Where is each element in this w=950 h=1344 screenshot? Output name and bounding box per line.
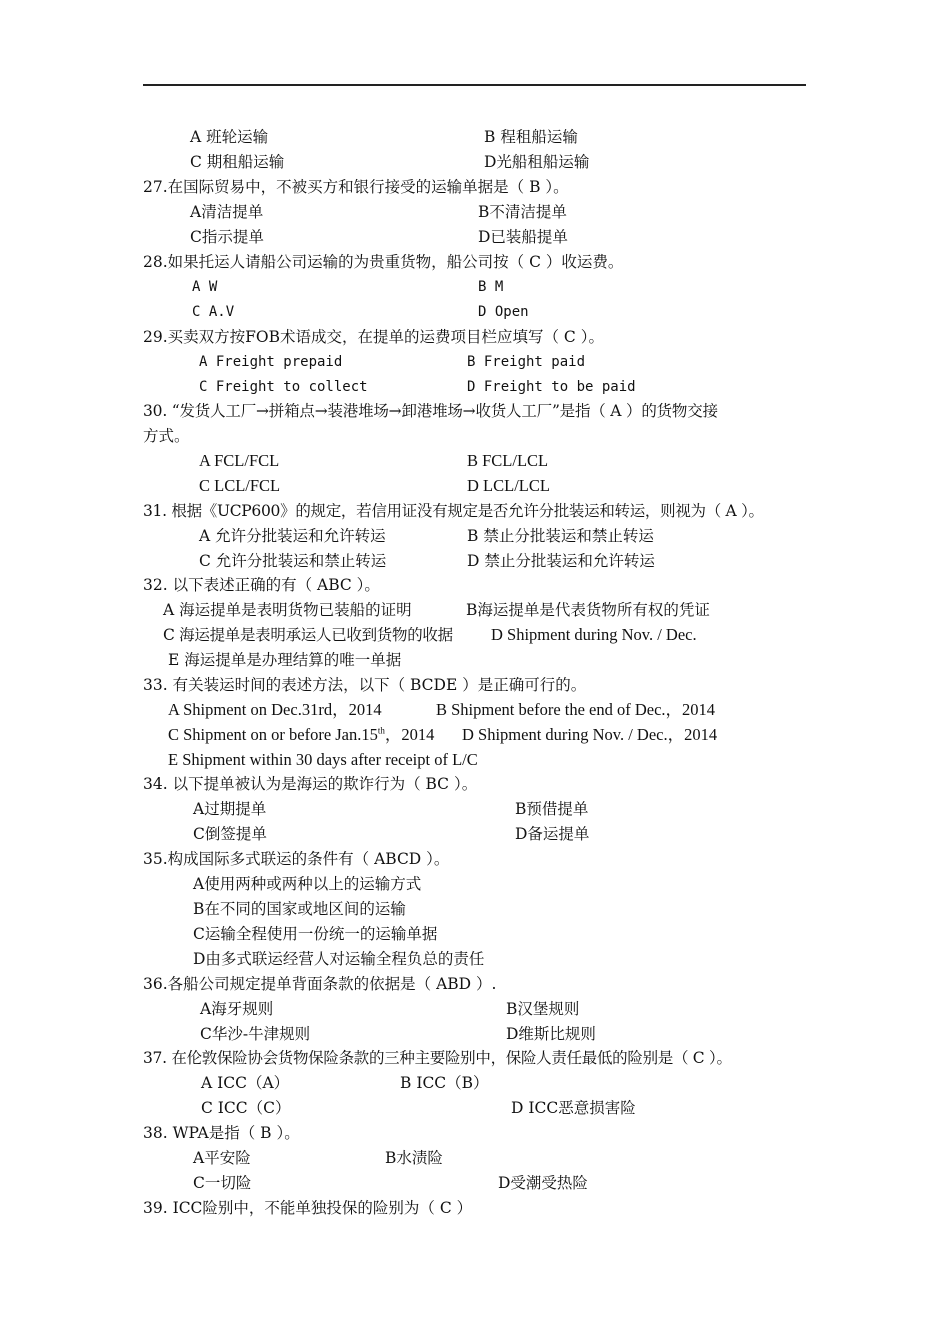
q31-option-d: D 禁止分批装运和允许转运 xyxy=(467,552,655,570)
q28-option-b: B M xyxy=(478,279,504,295)
q33-option-c xyxy=(168,724,434,746)
q37-option-d: D ICC恶意损害险 xyxy=(511,1099,636,1117)
q29-option-d: D Freight to be paid xyxy=(467,379,636,395)
q29-option-b: B Freight paid xyxy=(467,354,586,370)
q38-option-c: C一切险 xyxy=(193,1174,252,1192)
q28-option-c: C A.V xyxy=(192,304,235,320)
q34-option-d: D备运提单 xyxy=(515,825,590,843)
q38-option-d: D受潮受热险 xyxy=(498,1174,588,1192)
q31-option-a: A 允许分批装运和允许转运 xyxy=(199,527,386,545)
q35-option-c: C运输全程使用一份统一的运输单据 xyxy=(193,925,438,943)
q33-option-b: B Shipment before the end of Dec.，2014 xyxy=(436,700,716,719)
q36-option-c: C华沙-牛津规则 xyxy=(200,1025,311,1043)
q27-option-a: A清洁提单 xyxy=(190,203,264,221)
q33-option-c-ordinal: th xyxy=(377,725,385,736)
q31-option-b: B 禁止分批装运和禁止转运 xyxy=(467,527,654,545)
header-rule xyxy=(143,84,806,86)
q36-option-d: D维斯比规则 xyxy=(506,1025,596,1043)
q27-stem: 27.在国际贸易中，不被买方和银行接受的运输单据是（ B ）。 xyxy=(143,178,569,196)
q34-stem: 34. 以下提单被认为是海运的欺诈行为（ BC ）。 xyxy=(143,775,478,793)
q30-option-b: B FCL/LCL xyxy=(467,451,549,470)
q35-option-a: A使用两种或两种以上的运输方式 xyxy=(193,875,422,893)
q32-option-e: E 海运提单是办理结算的唯一单据 xyxy=(168,651,402,669)
q26-option-d: D光船租船运输 xyxy=(484,153,590,171)
q27-option-d: D已装船提单 xyxy=(478,228,568,246)
q34-option-b: B预借提单 xyxy=(515,800,589,818)
q26-option-a: A 班轮运输 xyxy=(190,128,269,146)
q38-option-b: B水渍险 xyxy=(385,1149,443,1167)
q37-stem: 37. 在伦敦保险协会货物保险条款的三种主要险别中，保险人责任最低的险别是（ C ）。 xyxy=(143,1049,732,1067)
q38-stem: 38. WPA是指（ B ）。 xyxy=(143,1124,300,1142)
q29-option-c: C Freight to collect xyxy=(199,379,368,395)
q37-option-c: C ICC（C） xyxy=(201,1099,291,1117)
q35-option-b: B在不同的国家或地区间的运输 xyxy=(193,900,406,918)
q30-stem-line2: 方式。 xyxy=(143,427,190,445)
q29-stem: 29.买卖双方按FOB术语成交，在提单的运费项目栏应填写（ C ）。 xyxy=(143,328,604,346)
q28-stem: 28.如果托运人请船公司运输的为贵重货物，船公司按（ C ）收运费。 xyxy=(143,253,624,271)
q31-stem: 31. 根据《UCP600》的规定，若信用证没有规定是否允许分批装运和转运，则视为（ A ）。 xyxy=(143,502,764,520)
q33-stem: 33. 有关装运时间的表述方法，以下（ BCDE ）是正确可行的。 xyxy=(143,676,587,694)
q28-option-d: D Open xyxy=(478,304,529,320)
q34-option-a: A过期提单 xyxy=(193,800,267,818)
q33-option-e: E Shipment within 30 days after receipt of L/C xyxy=(168,750,478,769)
q36-stem: 36.各船公司规定提单背面条款的依据是（ ABD ）. xyxy=(143,975,497,993)
q31-option-c: C 允许分批装运和禁止转运 xyxy=(199,552,387,570)
q32-option-c: C 海运提单是表明承运人已收到货物的收据 xyxy=(163,626,453,644)
q38-option-a: A平安险 xyxy=(193,1149,251,1167)
q35-option-d: D由多式联运经营人对运输全程负总的责任 xyxy=(193,950,485,968)
q33-option-c-text: C Shipment on or before Jan.15 xyxy=(168,725,378,744)
q27-option-b: B不清洁提单 xyxy=(478,203,567,221)
q29-option-a: A Freight prepaid xyxy=(199,354,343,370)
q33-option-c-year: ，2014 xyxy=(384,725,435,744)
q32-stem: 32. 以下表述正确的有（ ABC ）。 xyxy=(143,576,380,594)
q33-option-d: D Shipment during Nov. / Dec.，2014 xyxy=(462,725,718,744)
q36-option-b: B汉堡规则 xyxy=(506,1000,580,1018)
q27-option-c: C指示提单 xyxy=(190,228,264,246)
q30-stem-line1: 30. “发货人工厂→拼箱点→装港堆场→卸港堆场→收货人工厂”是指（ A ）的货物交接 xyxy=(143,402,718,420)
q33-option-a: A Shipment on Dec.31rd，2014 xyxy=(168,700,382,719)
q32-option-a: A 海运提单是表明货物已装船的证明 xyxy=(163,601,412,619)
q26-option-c: C 期租船运输 xyxy=(190,153,285,171)
q37-option-b: B ICC（B） xyxy=(400,1074,489,1092)
q35-stem: 35.构成国际多式联运的条件有（ ABCD ）。 xyxy=(143,850,450,868)
q36-option-a: A海牙规则 xyxy=(200,1000,274,1018)
q28-option-a: A W xyxy=(192,279,218,295)
q30-option-c: C LCL/FCL xyxy=(199,476,281,495)
q34-option-c: C倒签提单 xyxy=(193,825,267,843)
q32-option-d: D Shipment during Nov. / Dec. xyxy=(491,625,697,644)
q30-option-a: A FCL/FCL xyxy=(199,451,280,470)
q37-option-a: A ICC（A） xyxy=(201,1074,290,1092)
q26-option-b: B 程租船运输 xyxy=(484,128,578,146)
q39-stem: 39. ICC险别中，不能单独投保的险别为（ C ） xyxy=(143,1199,473,1217)
q32-option-b: B海运提单是代表货物所有权的凭证 xyxy=(466,601,710,619)
q30-option-d: D LCL/LCL xyxy=(467,476,550,495)
